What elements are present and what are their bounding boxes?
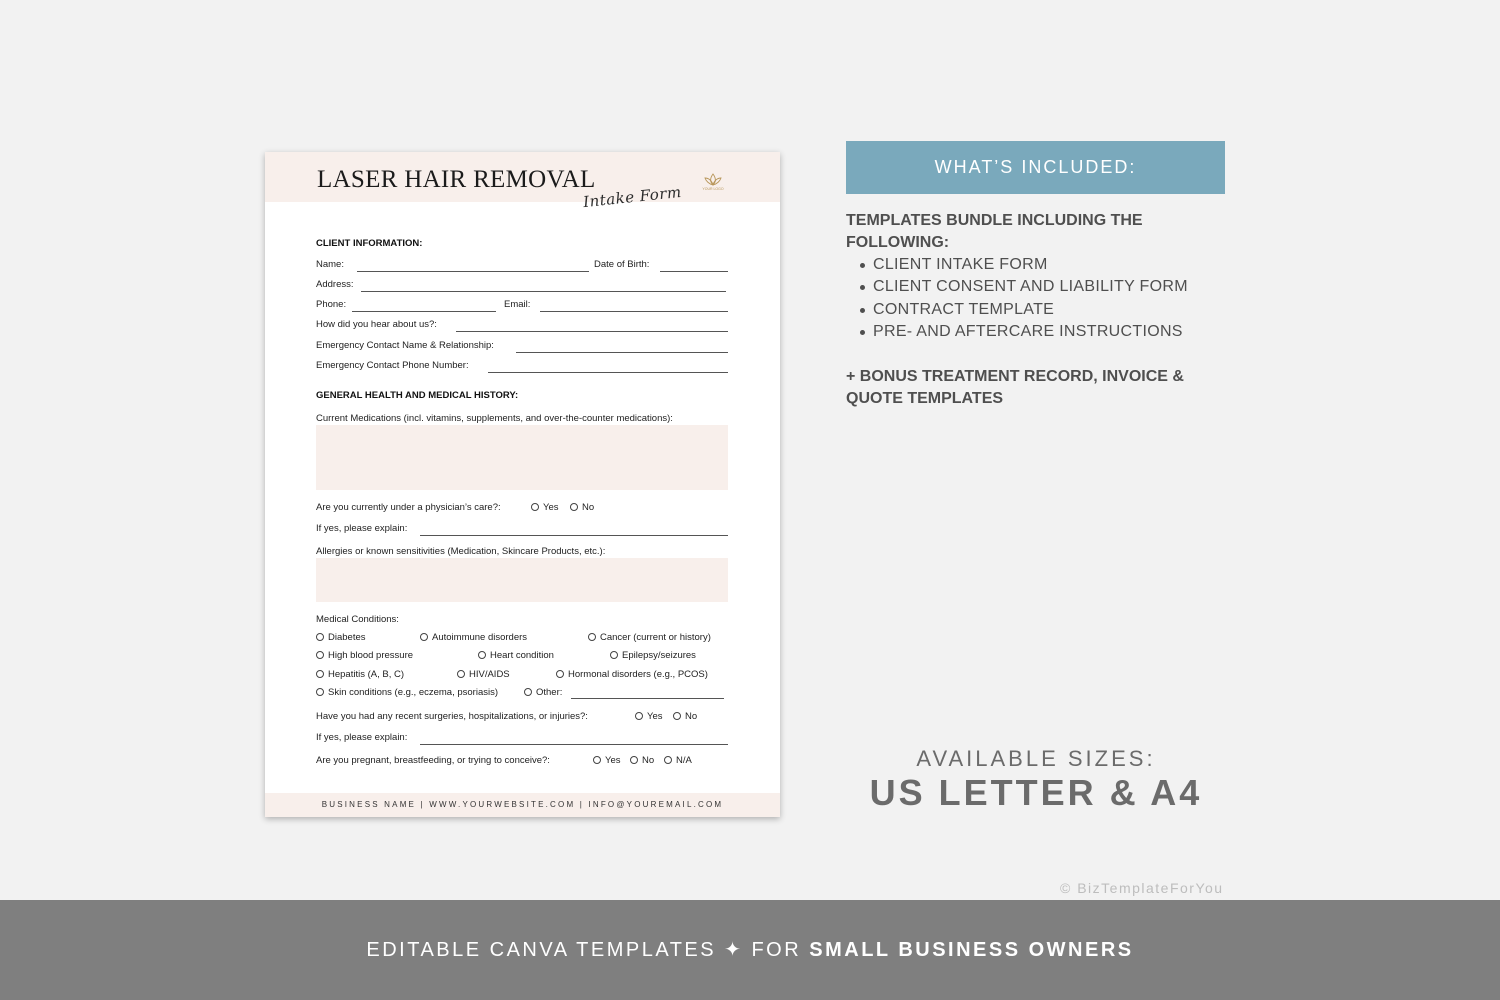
address-label: Address:	[316, 279, 354, 290]
emergency-name-label: Emergency Contact Name & Relationship:	[316, 340, 494, 351]
form-subtitle: Intake Form	[582, 182, 683, 212]
emergency-phone-row	[316, 360, 728, 373]
emergency-name-line[interactable]	[516, 352, 728, 353]
bonus-text: + BONUS TREATMENT RECORD, INVOICE & QUOTE TEMPLATES	[846, 368, 1184, 407]
dob-line[interactable]	[660, 271, 728, 272]
allergies-label: Allergies or known sensitivities (Medication, Skincare Products, etc.):	[316, 546, 606, 557]
radio-icon[interactable]	[478, 651, 486, 659]
condition-hiv[interactable]	[457, 669, 510, 680]
radio-icon[interactable]	[635, 712, 643, 720]
physician-yes-option[interactable]	[531, 502, 559, 513]
hear-line[interactable]	[456, 331, 728, 332]
logo-text: YOUR LOGO	[702, 187, 724, 191]
whats-included-banner: WHAT’S INCLUDED:	[846, 141, 1225, 194]
radio-icon[interactable]	[420, 633, 428, 641]
phone-label: Phone:	[316, 299, 347, 310]
copyright-text: © BizTemplateForYou	[1060, 880, 1224, 896]
condition-label: Hepatitis (A, B, C)	[328, 669, 405, 680]
condition-label: HIV/AIDS	[469, 669, 510, 680]
medications-label: Current Medications (incl. vitamins, supplements, and over-the-counter medications):	[316, 413, 673, 424]
bundle-item: PRE- AND AFTERCARE INSTRUCTIONS	[873, 321, 1188, 343]
tagline-part2: SMALL BUSINESS OWNERS	[809, 939, 1134, 961]
condition-label: Other:	[536, 687, 563, 698]
surgery-explain-line[interactable]	[420, 744, 728, 745]
radio-icon[interactable]	[316, 633, 324, 641]
sizes-label: AVAILABLE SIZES:	[916, 746, 1156, 771]
medications-box[interactable]	[316, 425, 728, 490]
condition-label: Autoimmune disorders	[432, 632, 528, 643]
radio-icon[interactable]	[316, 651, 324, 659]
bottom-bar	[0, 900, 1500, 1000]
bundle-item: CLIENT CONSENT AND LIABILITY FORM	[873, 276, 1188, 298]
other-line[interactable]	[571, 698, 724, 699]
radio-icon[interactable]	[316, 688, 324, 696]
emergency-phone-label: Emergency Contact Phone Number:	[316, 360, 469, 371]
surgery-no-option[interactable]	[673, 711, 697, 722]
radio-icon[interactable]	[673, 712, 681, 720]
form-document	[265, 152, 780, 817]
no-label: No	[685, 711, 698, 722]
condition-label: Cancer (current or history)	[600, 632, 711, 643]
radio-icon[interactable]	[630, 756, 638, 764]
no-label: No	[582, 502, 595, 513]
tagline-part1: EDITABLE CANVA TEMPLATES ✦ FOR	[366, 939, 810, 961]
surgery-yes-option[interactable]	[635, 711, 663, 722]
condition-blood-pressure[interactable]	[316, 650, 413, 661]
hear-label: How did you hear about us?:	[316, 319, 437, 330]
pregnant-no-option[interactable]	[630, 755, 654, 766]
yes-label: Yes	[647, 711, 663, 722]
bundle-list	[846, 254, 1188, 343]
conditions-label: Medical Conditions:	[316, 614, 399, 625]
condition-skin[interactable]	[316, 687, 498, 698]
email-label: Email:	[504, 299, 531, 310]
pregnant-na-option[interactable]	[664, 755, 692, 766]
bundle-item: CONTRACT TEMPLATE	[873, 299, 1188, 321]
radio-icon[interactable]	[570, 503, 578, 511]
name-row	[316, 259, 728, 272]
physician-no-option[interactable]	[570, 502, 594, 513]
condition-epilepsy[interactable]	[610, 650, 696, 661]
sizes-value: US LETTER & A4	[869, 772, 1203, 813]
address-line[interactable]	[361, 291, 726, 292]
condition-label: Skin conditions (e.g., eczema, psoriasis)	[328, 687, 499, 698]
form-footer: BUSINESS NAME | WWW.YOURWEBSITE.COM | INFO@YOUREMAIL.COM	[265, 793, 780, 817]
condition-label: Heart condition	[490, 650, 554, 661]
na-label: N/A	[676, 755, 692, 766]
health-section-heading: GENERAL HEALTH AND MEDICAL HISTORY:	[316, 390, 519, 401]
allergies-box[interactable]	[316, 558, 728, 602]
email-line[interactable]	[540, 311, 728, 312]
yes-label: Yes	[543, 502, 559, 513]
physician-question: Are you currently under a physician’s care?:	[316, 502, 501, 513]
condition-hepatitis[interactable]	[316, 669, 404, 680]
form-header	[265, 152, 780, 212]
condition-label: High blood pressure	[328, 650, 414, 661]
radio-icon[interactable]	[316, 670, 324, 678]
condition-label: Hormonal disorders (e.g., PCOS)	[568, 669, 708, 680]
condition-hormonal[interactable]	[556, 669, 708, 680]
surgery-explain-row	[316, 732, 728, 745]
explain-label: If yes, please explain:	[316, 523, 408, 534]
name-label: Name:	[316, 259, 344, 270]
pregnant-question: Are you pregnant, breastfeeding, or trying to conceive?:	[316, 755, 550, 766]
radio-icon[interactable]	[457, 670, 465, 678]
dob-label: Date of Birth:	[594, 259, 650, 270]
condition-heart[interactable]	[478, 650, 554, 661]
yes-label: Yes	[605, 755, 621, 766]
tagline	[0, 900, 1500, 1000]
radio-icon[interactable]	[588, 633, 596, 641]
radio-icon[interactable]	[664, 756, 672, 764]
client-section-heading: CLIENT INFORMATION:	[316, 238, 423, 249]
condition-label: Diabetes	[328, 632, 366, 643]
radio-icon[interactable]	[593, 756, 601, 764]
name-line[interactable]	[357, 271, 589, 272]
condition-other[interactable]	[524, 687, 562, 698]
physician-explain-row	[316, 523, 728, 536]
radio-icon[interactable]	[531, 503, 539, 511]
surgery-question: Have you had any recent surgeries, hospitalizations, or injuries?:	[316, 711, 588, 722]
emergency-name-row	[316, 340, 728, 353]
condition-label: Epilepsy/seizures	[622, 650, 696, 661]
phone-line[interactable]	[352, 311, 496, 312]
condition-autoimmune[interactable]	[420, 632, 527, 643]
pregnant-yes-option[interactable]	[593, 755, 621, 766]
explain-label: If yes, please explain:	[316, 732, 408, 743]
form-title: LASER HAIR REMOVAL	[317, 166, 596, 193]
condition-cancer[interactable]	[588, 632, 711, 643]
bundle-item: CLIENT INTAKE FORM	[873, 254, 1188, 276]
radio-icon[interactable]	[556, 670, 564, 678]
radio-icon[interactable]	[610, 651, 618, 659]
no-label: No	[642, 755, 655, 766]
bundle-heading: TEMPLATES BUNDLE INCLUDING THE FOLLOWING:	[846, 212, 1143, 251]
radio-icon[interactable]	[524, 688, 532, 696]
condition-diabetes[interactable]	[316, 632, 366, 643]
emergency-phone-line[interactable]	[488, 372, 728, 373]
phone-row	[316, 299, 728, 312]
physician-explain-line[interactable]	[420, 535, 728, 536]
address-row	[316, 279, 728, 292]
hear-row	[316, 319, 728, 332]
